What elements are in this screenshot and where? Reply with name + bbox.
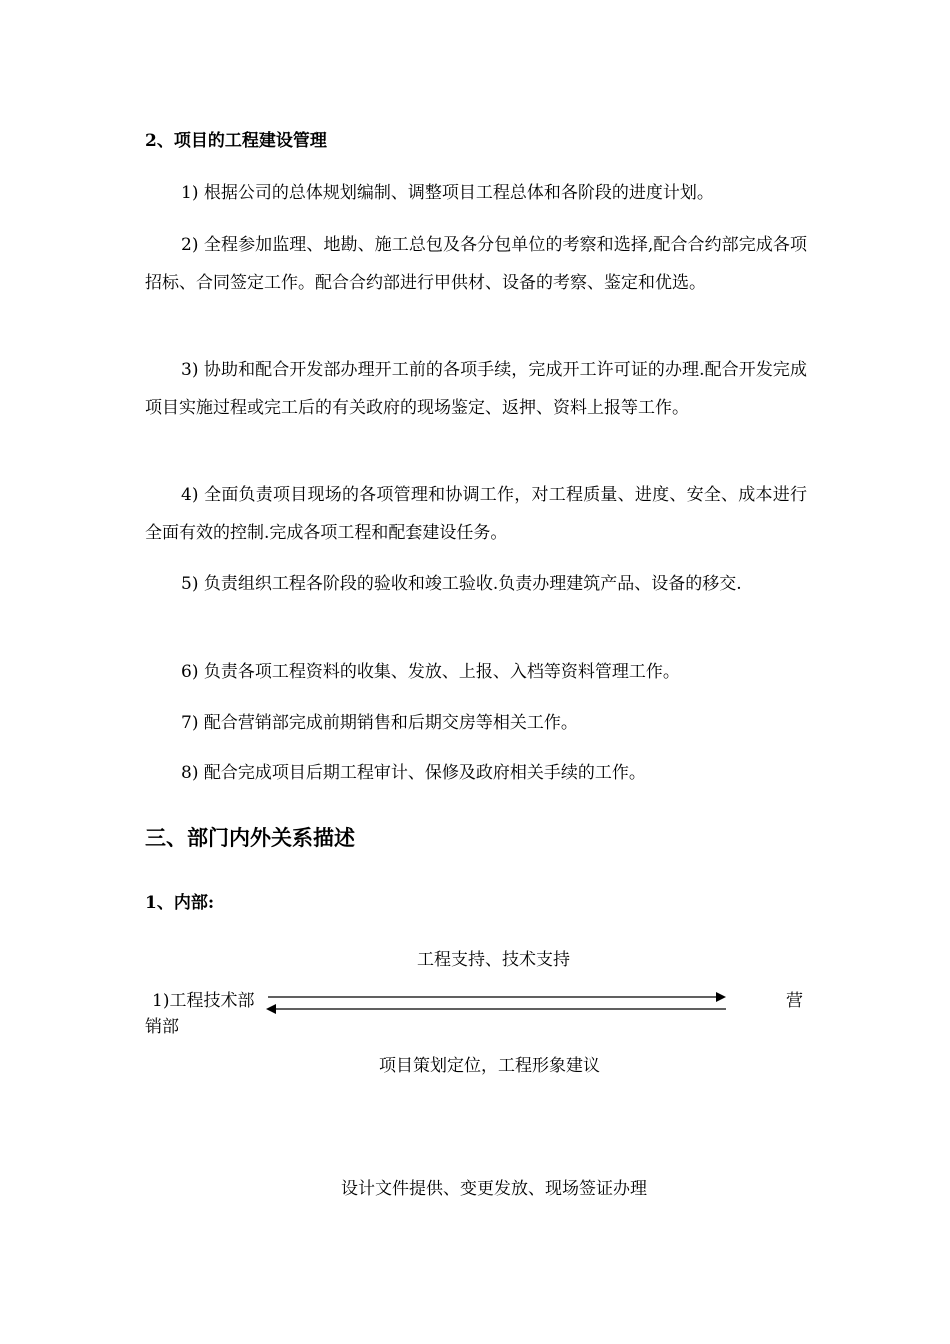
diagram-next-caption: 设计文件提供、变更发放、现场签证办理 [341,1179,647,1199]
list-item: 1) 根据公司的总体规划编制、调整项目工程总体和各阶段的进度计划。 [181,183,714,203]
list-item: 3) 协助和配合开发部办理开工前的各项手续，完成开工许可证的办理.配合开发完成项目实施过程或完工后的有关政府的现场鉴定、返押、资料上报等工作。 [145,360,807,418]
list-item: 7) 配合营销部完成前期销售和后期交房等相关工作。 [181,713,578,733]
list-item: 5) 负责组织工程各阶段的验收和竣工验收.负责办理建筑产品、设备的移交. [181,574,742,594]
section-heading-engineering-management: 2、项目的工程建设管理 [145,131,327,151]
list-item: 8) 配合完成项目后期工程审计、保修及政府相关手续的工作。 [181,763,646,783]
section-heading-relations: 三、部门内外关系描述 [145,825,355,850]
diagram-arrows [260,986,732,1020]
diagram-right-label-continued: 销部 [145,1017,179,1037]
list-item: 6) 负责各项工程资料的收集、发放、上报、入档等资料管理工作。 [181,662,680,682]
left-arrow [266,1004,726,1014]
diagram-bottom-caption: 项目策划定位，工程形象建议 [379,1056,600,1076]
list-item: 2) 全程参加监理、地勘、施工总包及各分包单位的考察和选择,配合合约部完成各项招标、合同签定工作。配合合约部进行甲供材、设备的考察、鉴定和优选。 [145,235,807,293]
list-item: 4) 全面负责项目现场的各项管理和协调工作，对工程质量、进度、安全、成本进行全面有效的控制.完成各项工程和配套建设任务。 [145,485,807,543]
subsection-heading-internal: 1、内部: [145,893,215,913]
diagram-top-caption: 工程支持、技术支持 [417,950,570,970]
diagram-left-label: 1)工程技术部 [152,991,255,1011]
diagram-right-label: 营 [786,991,803,1011]
right-arrow [268,992,726,1002]
